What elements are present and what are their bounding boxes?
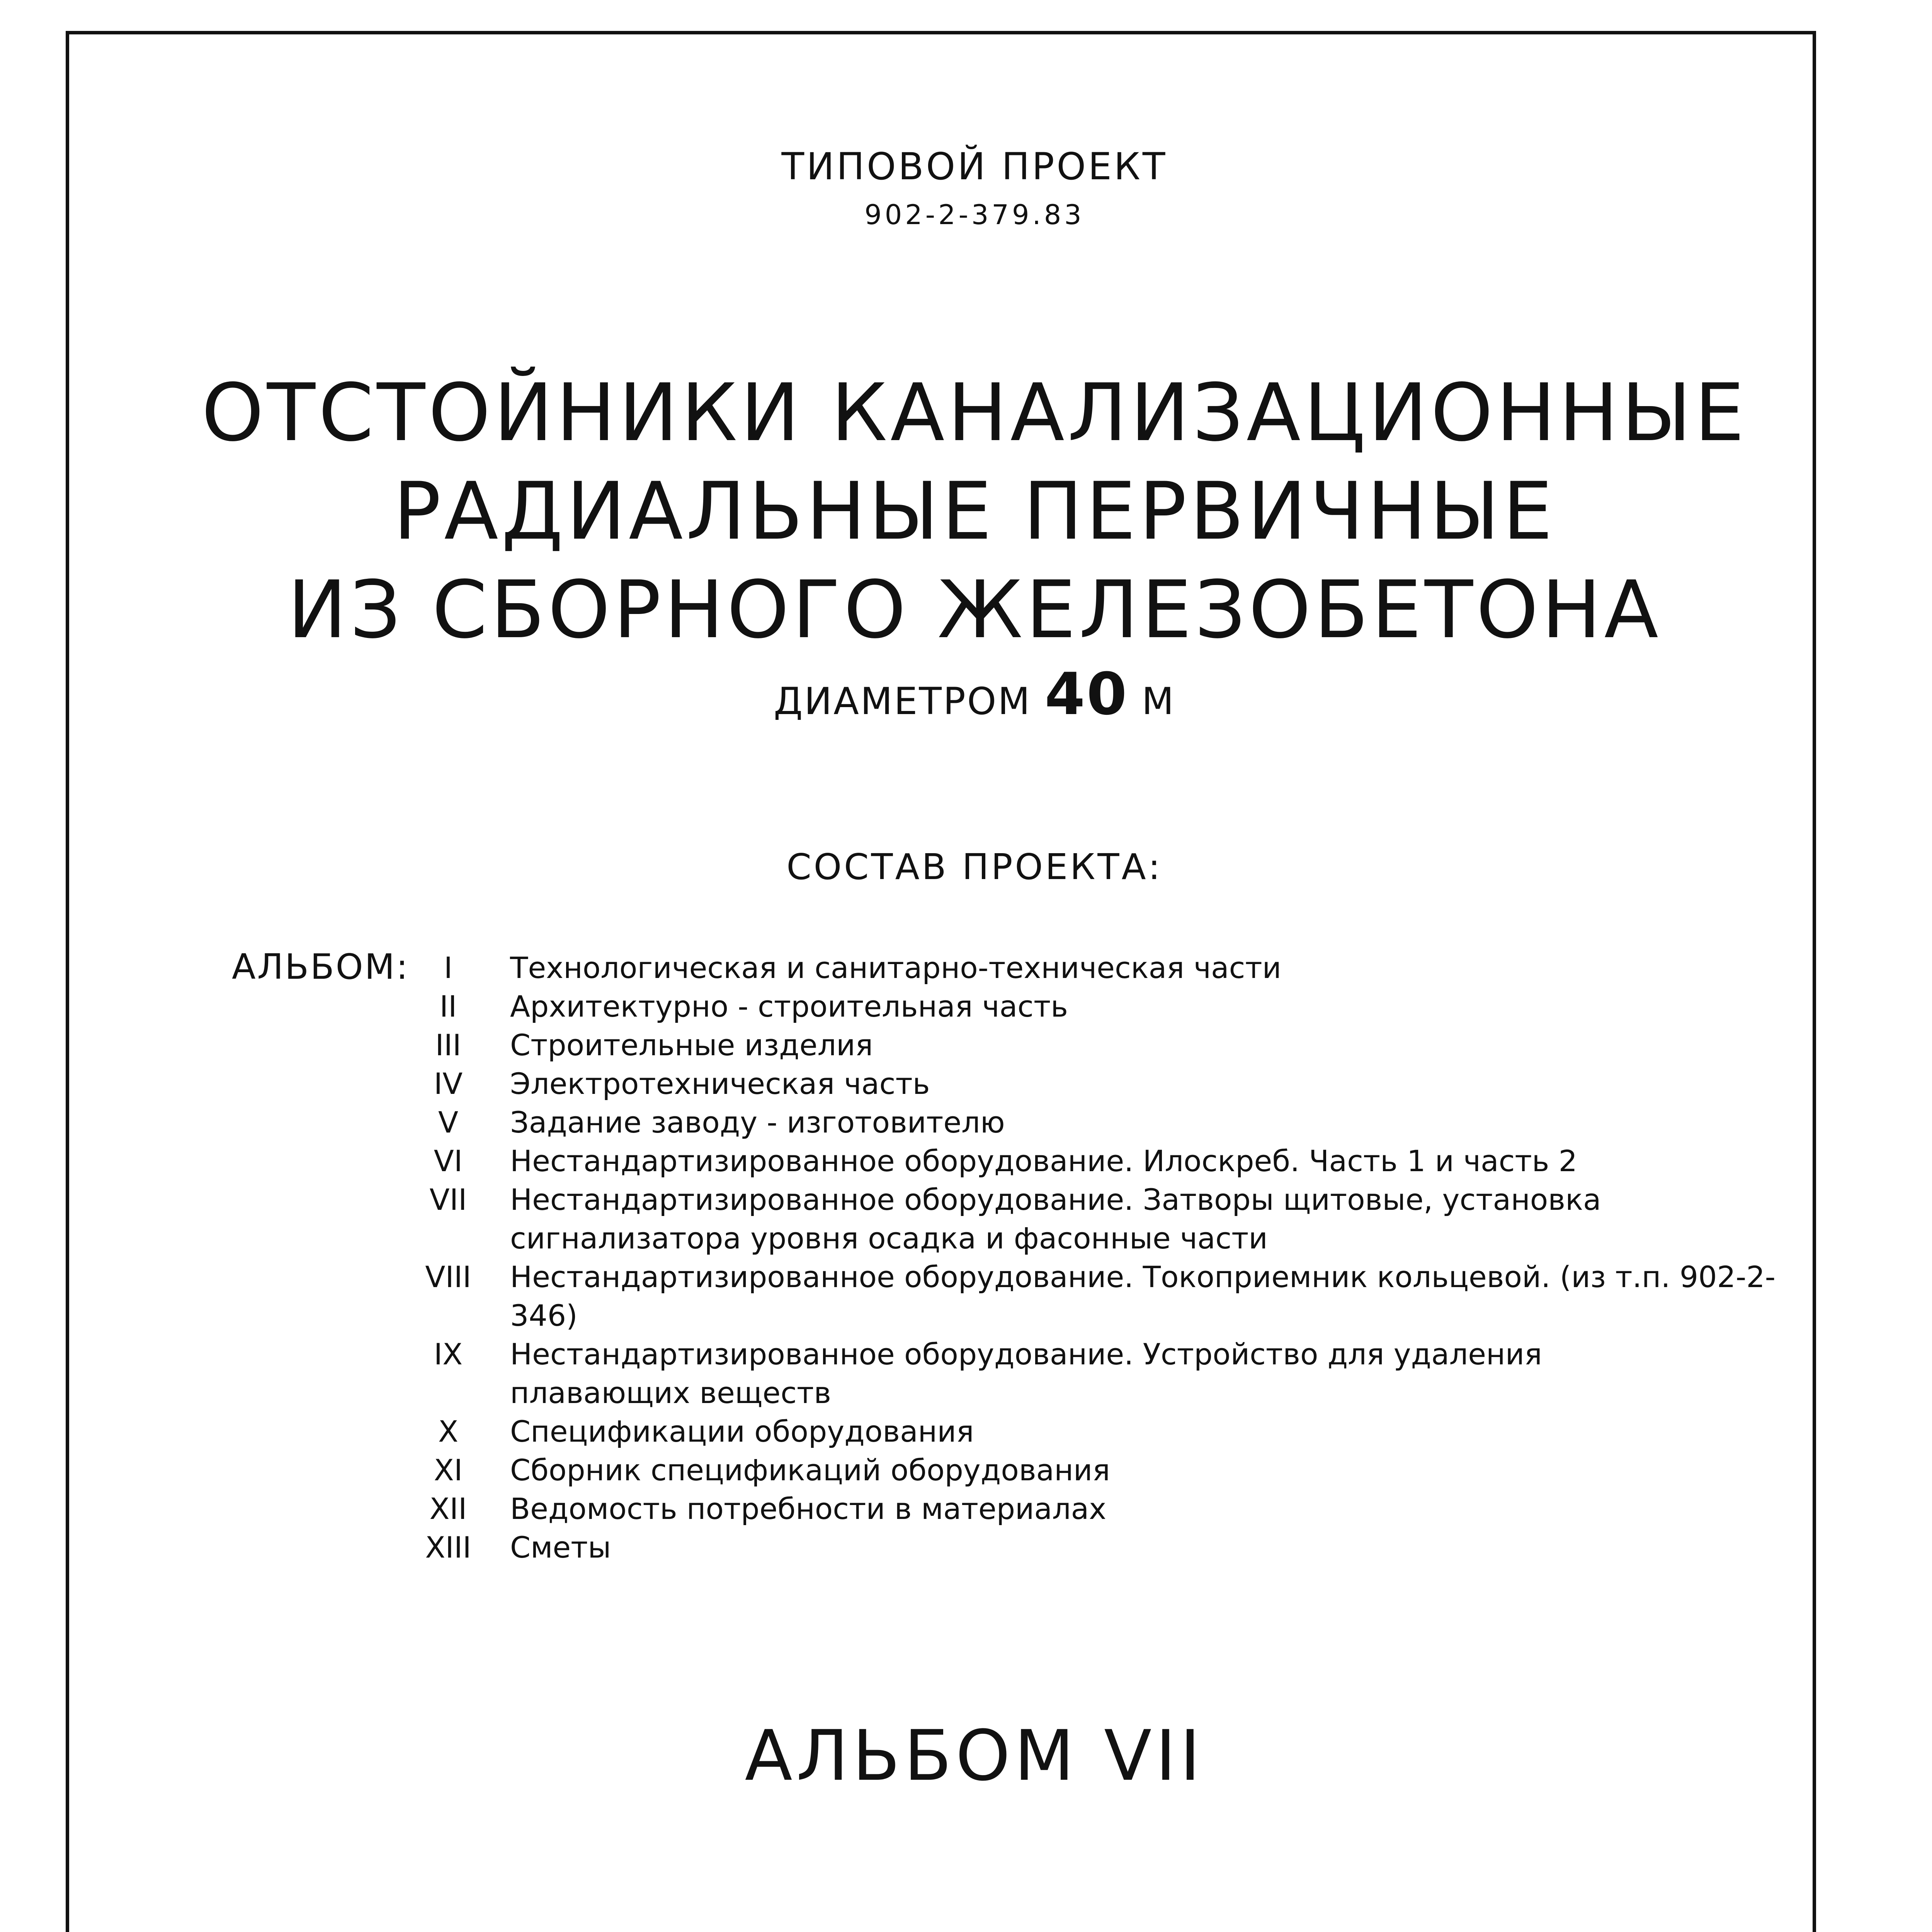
album-list-label: АЛЬБОМ: (232, 947, 410, 987)
diameter-prefix: ДИАМЕТРОМ (774, 680, 1032, 723)
title-line-3: ИЗ СБОРНОГО ЖЕЛЕЗОБЕТОНА (287, 564, 1662, 656)
volume-title: Ведомость потребности в материалах (510, 1492, 1107, 1526)
volume-item (386, 1026, 1777, 1065)
volume-item (386, 1065, 1777, 1103)
volume-number: V (438, 1105, 458, 1139)
title-line-2: РАДИАЛЬНЫЕ ПЕРВИЧНЫЕ (393, 466, 1556, 558)
volume-item (386, 1335, 1777, 1412)
volume-number: X (438, 1414, 459, 1449)
volume-item (386, 1490, 1777, 1528)
volume-item (386, 1103, 1777, 1142)
volume-item (386, 1451, 1777, 1490)
volume-item (386, 1180, 1777, 1258)
volume-number: XI (434, 1453, 463, 1487)
volume-title: Сметы (510, 1530, 611, 1565)
volume-title: Спецификации оборудования (510, 1414, 974, 1449)
volume-item (386, 987, 1777, 1026)
volume-title: Строительные изделия (510, 1028, 873, 1062)
title-line-1: ОТСТОЙНИКИ КАНАЛИЗАЦИОННЫЕ (201, 367, 1748, 459)
current-album-title: АЛЬБОМ VII (745, 1716, 1204, 1796)
volume-number: VIII (425, 1260, 471, 1294)
volume-title: Электротехническая часть (510, 1066, 930, 1101)
diameter-row (0, 661, 1932, 728)
volume-title: Нестандартизированное оборудование. Устройство для удаления плавающих веществ (510, 1337, 1542, 1410)
volume-title: Задание заводу - изготовителю (510, 1105, 1005, 1139)
contents-heading: СОСТАВ ПРОЕКТА: (786, 846, 1163, 888)
volume-title: Сборник спецификаций оборудования (510, 1453, 1110, 1487)
volume-item (386, 1528, 1777, 1567)
type-project-label: ТИПОВОЙ ПРОЕКТ (781, 145, 1168, 188)
diameter-value: 40 (1044, 661, 1129, 728)
volume-number: IV (434, 1066, 463, 1101)
volume-number: VI (434, 1144, 463, 1178)
volume-item (386, 1142, 1777, 1180)
type-project-number: 902-2-379.83 (864, 199, 1085, 231)
volume-number: IX (434, 1337, 463, 1371)
diameter-unit: М (1141, 680, 1175, 723)
volume-number: II (439, 989, 457, 1024)
volume-number: III (435, 1028, 461, 1062)
volume-title: Архитектурно - строительная часть (510, 989, 1068, 1024)
volume-title: Нестандартизированное оборудование. Токоприемник кольцевой. (из т.п. 902-2-346) (510, 1260, 1776, 1333)
volume-title: Нестандартизированное оборудование. Затворы щитовые, установка сигнализатора уровня осадка и фасонные части (510, 1182, 1601, 1255)
volume-number: XII (429, 1492, 467, 1526)
volume-item (386, 949, 1777, 987)
volume-title: Технологическая и санитарно-техническая части (510, 951, 1282, 985)
volume-item (386, 1412, 1777, 1451)
volume-list (386, 949, 1777, 1567)
volume-number: XIII (425, 1530, 471, 1565)
volume-item (386, 1258, 1777, 1335)
volume-title: Нестандартизированное оборудование. Илоскреб. Часть 1 и часть 2 (510, 1144, 1577, 1178)
volume-number: I (444, 951, 453, 985)
volume-number: VII (429, 1182, 467, 1217)
